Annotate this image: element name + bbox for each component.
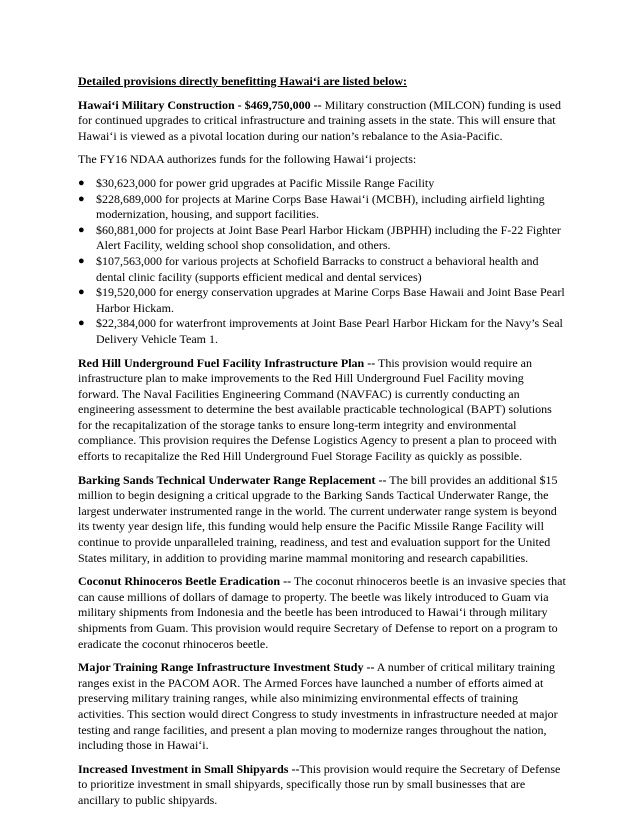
bullet-icon: ● — [78, 192, 85, 205]
milcon-title: Hawai‘i Military Construction - $469,750,000 -- — [78, 97, 322, 112]
project-text: $30,623,000 for power grid upgrades at Pacific Missile Range Facility — [96, 175, 435, 190]
projects-intro: The FY16 NDAA authorizes funds for the following Hawai‘i projects: — [78, 152, 417, 167]
red-hill-body: This provision would require an infrastructure plan to make improvements to the Red Hill Underground Fuel Facility moving forward. The Naval Facilities Engineering Command (NAVFAC) is currently conducting an engineering assessment to determine the best available practicable technological (BAPT) solutions for the recapitalization of the storage tanks to ensure long-term integrity and environmental compliance. This provision requires the Defense Logistics Agency to present a plan to proceed with efforts to recapitalize the Red Hill Underground Fuel Storage Facility as quickly as possible. — [78, 355, 557, 464]
bullet-icon: ● — [78, 176, 85, 189]
document-page — [78, 74, 566, 817]
list-item — [78, 254, 566, 285]
list-item — [78, 223, 566, 254]
projects-list — [78, 176, 566, 348]
list-item — [78, 176, 566, 192]
project-text: $60,881,000 for projects at Joint Base Pearl Harbor Hickam (JBPHH) including the F-22 Fighter Alert Facility, welding school shop consolidation, and others. — [96, 222, 561, 253]
bullet-icon: ● — [78, 317, 85, 330]
project-text: $22,384,000 for waterfront improvements at Joint Base Pearl Harbor Hickam for the Navy’s Seal Delivery Vehicle Team 1. — [96, 316, 563, 346]
training-title: Major Training Range Infrastructure Investment Study -- — [78, 660, 375, 675]
beetle-title: Coconut Rhinoceros Beetle Eradication -- — [78, 574, 292, 589]
barking-sands-paragraph — [78, 473, 566, 567]
milcon-paragraph — [78, 98, 566, 145]
beetle-body: The coconut rhinoceros beetle is an invasive species that can cause millions of dollars of damage to property. The beetle was likely introduced to Guam via military shipments from Indonesia and the beetle has been introduced to Hawai‘i through military shipments from Guam. This provision would require Secretary of Defense to report on a program to eradicate the coconut rhinoceros beetle. — [78, 574, 566, 651]
shipyards-title: Increased Investment in Small Shipyards -- — [78, 761, 300, 776]
milcon-body: Military construction (MILCON) funding is used for continued upgrades to critical infrastructure and training assets in the state. This will ensure that Hawai‘i is viewed as a pivotal location during our nation’s rebalance to the Asia-Pacific. — [78, 97, 561, 143]
shipyards-paragraph — [78, 762, 566, 809]
barking-sands-body: The bill provides an additional $15 million to begin designing a critical upgrade to the Barking Sands Tactical Underwater Range, the largest underwater instrumented range in the world. The current underwater range system is beyond its twenty year design life, this funding would help ensure the Pacific Missile Range Facility will continue to provide unparalleled training, readiness, and test and evaluation support for the United States military, in addition to providing marine mammal monitoring and research capabilities. — [78, 472, 558, 565]
bullet-icon: ● — [78, 223, 85, 236]
training-paragraph — [78, 660, 566, 754]
bullet-icon: ● — [78, 286, 85, 299]
project-text: $228,689,000 for projects at Marine Corps Base Hawai‘i (MCBH), including airfield lighting modernization, housing, and support facilities. — [96, 191, 545, 222]
section-heading: Detailed provisions directly benefitting Hawai‘i are listed below: — [78, 74, 407, 88]
project-text: $19,520,000 for energy conservation upgrades at Marine Corps Base Hawaii and Joint Base Pearl Harbor Hickam. — [96, 285, 565, 315]
bullet-icon: ● — [78, 254, 85, 267]
barking-sands-title: Barking Sands Technical Underwater Range Replacement -- — [78, 472, 387, 487]
shipyards-body: This provision would require the Secretary of Defense to prioritize investment in small shipyards, specifically those run by small businesses that are ancillary to public shipyards. — [78, 761, 561, 807]
training-body: A number of critical military training ranges exist in the PACOM AOR. The Armed Forces have launched a number of efforts aimed at preserving military training ranges, while also minimizing environmental effects of training activities. This section would direct Congress to study investments in infrastructure needed at major testing and range facilities, and present a plan moving to modernize ranges throughout the nation, including those in Hawai‘i. — [78, 660, 558, 753]
list-item — [78, 316, 566, 347]
red-hill-paragraph — [78, 356, 566, 465]
red-hill-title: Red Hill Underground Fuel Facility Infrastructure Plan -- — [78, 355, 376, 370]
beetle-paragraph — [78, 574, 566, 652]
list-item — [78, 192, 566, 223]
list-item — [78, 285, 566, 316]
project-text: $107,563,000 for various projects at Schofield Barracks to construct a behavioral health and dental clinic facility (supports efficient medical and dental services) — [96, 253, 539, 284]
